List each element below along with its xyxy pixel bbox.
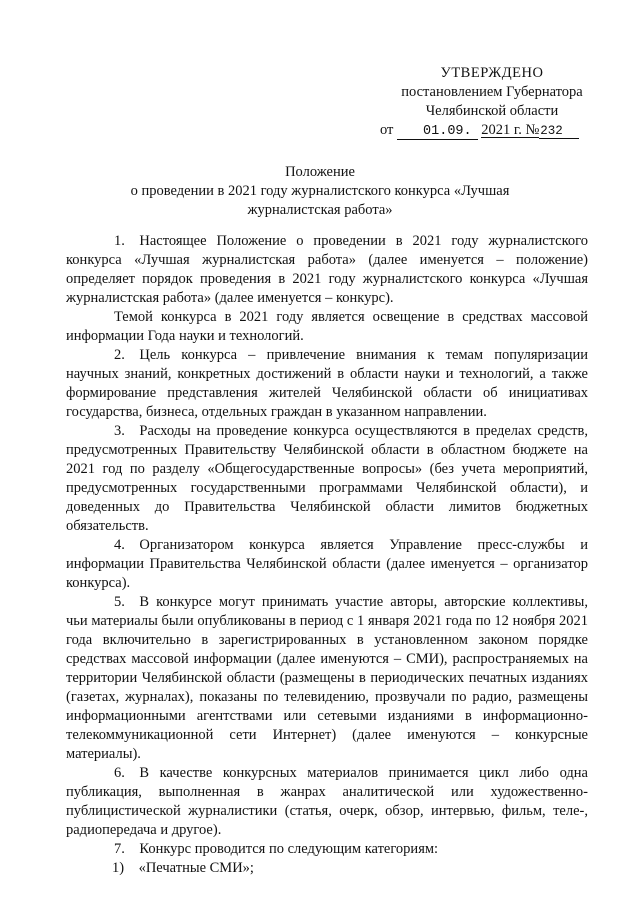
document-title: [60, 163, 580, 220]
approval-title: УТВЕРЖДЕНО: [440, 65, 544, 81]
paragraph-1-theme: Темой конкурса в 2021 году является освещение в средствах массовой информации Года науки и технологий.: [66, 309, 588, 344]
approval-line-1: постановлением Губернатора: [401, 84, 583, 100]
document-body: [66, 232, 588, 878]
paragraph-4: 4. Организатором конкурса является Управление пресс-службы и информации Правительства Челябинской области (далее именуется – организатор конкурса).: [66, 537, 588, 591]
approval-year-suffix: 2021 г. №: [481, 122, 540, 138]
approval-number: 232: [539, 124, 579, 139]
approval-stamp: [372, 64, 612, 140]
document-title-line-1: Положение: [285, 164, 355, 180]
paragraph-2: 2. Цель конкурса – привлечение внимания к темам популяризации научных знаний, конкретных достижений в области науки и технологий, а также формирование представления жителей Челябинской области об инициативах государства, бизнеса, отдельных граждан в указанном направлении.: [66, 347, 588, 420]
paragraph-3: 3. Расходы на проведение конкурса осуществляются в пределах средств, предусмотренных Правительству Челябинской области в областном бюджете на 2021 год по разделу «Общегосударственные вопросы» (без учета мероприятий, предусмотренных государственными программами Челябинской области), и доведенных до Правительства Челябинской области лимитов бюджетных обязательств.: [66, 423, 588, 534]
document-title-line-2: о проведении в 2021 году журналистского конкурса «Лучшая: [130, 183, 510, 199]
paragraph-6: 6. В качестве конкурсных материалов принимается цикл либо одна публикация, выполненная в жанрах аналитической или художественно-публицистической журналистики (статья, очерк, обзор, интервью, фильм, теле-, радиопередача и другое).: [66, 765, 588, 838]
paragraph-5: 5. В конкурсе могут принимать участие авторы, авторские коллективы, чьи материалы были опубликованы в период с 1 января 2021 года по 12 ноября 2021 года включительно в зарегистрированных в установленном законом порядке средствах массовой информации (далее именуются – СМИ), распространяемых на территории Челябинской области (размещены в периодических печатных изданиях (газетах, журналах), показаны по телевидению, прозвучали по радио, размещены информационными агентствами или сетевыми изданиями в информационно-телекоммуникационной сети Интернет) (далее именуются – конкурсные материалы).: [66, 594, 588, 762]
paragraph-7: 7. Конкурс проводится по следующим категориям:: [114, 841, 439, 857]
approval-line-2: Челябинской области: [425, 103, 559, 119]
document-title-line-3: журналистская работа»: [247, 202, 393, 218]
approval-date-line: [372, 121, 612, 140]
category-1: 1) «Печатные СМИ»;: [112, 860, 254, 876]
approval-date: 01.09.: [397, 125, 478, 140]
approval-from-label: от: [380, 122, 394, 138]
paragraph-1: 1. Настоящее Положение о проведении в 2021 году журналистского конкурса «Лучшая журналистская работа» (далее именуется – положение) определяет порядок проведения в 2021 году журналистского конкурса «Лучшая журналистская работа» (далее именуется – конкурс).: [66, 233, 588, 306]
